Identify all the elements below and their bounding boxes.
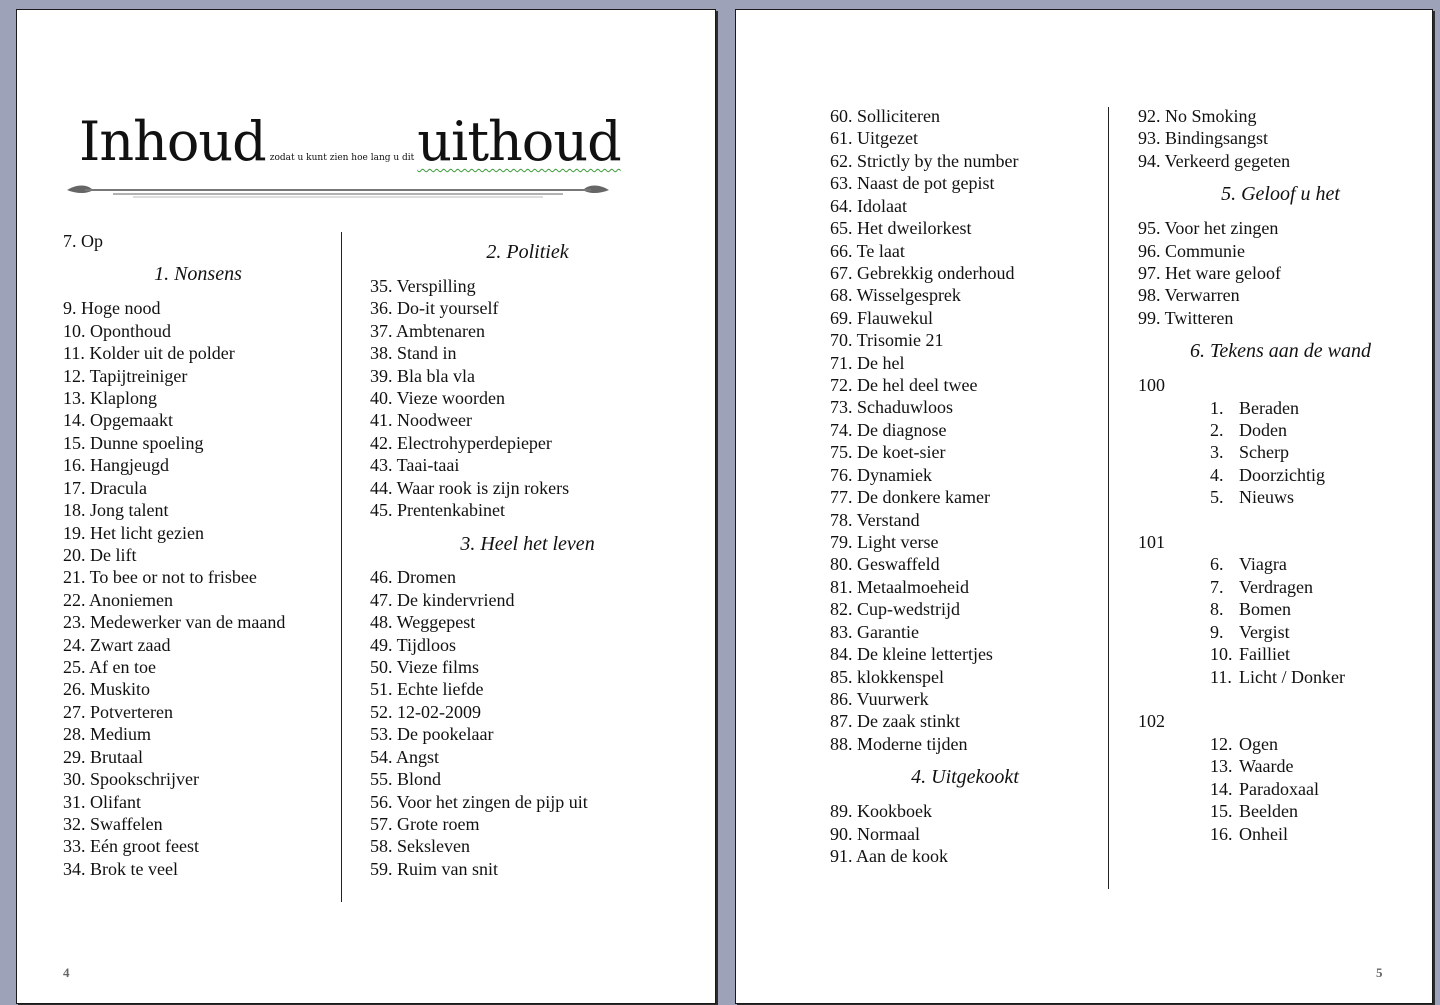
- group-number: 102: [1138, 711, 1165, 732]
- toc-entry: 26. Muskito: [63, 679, 151, 700]
- toc-entry: 67. Gebrekkig onderhoud: [830, 262, 1015, 283]
- toc-subentry: [1138, 598, 1423, 620]
- toc-entry: 36. Do-it yourself: [370, 298, 499, 319]
- subentry-title: Licht / Donker: [1239, 666, 1345, 687]
- toc-entry: 42. Electrohyperdepieper: [370, 432, 552, 453]
- subentry-title: Vergist: [1239, 621, 1290, 642]
- toc-entry: 25. Af en toe: [63, 657, 156, 678]
- toc-entry: 57. Grote roem: [370, 814, 480, 834]
- toc-entry: 48. Weggepest: [370, 612, 476, 633]
- toc-subentry: [1138, 778, 1423, 800]
- toc-entry: 55. Blond: [370, 769, 442, 790]
- toc-entry: 76. Dynamiek: [830, 464, 932, 485]
- toc-entry: 31. Olifant: [63, 791, 141, 812]
- toc-entry: 45. Prentenkabinet: [370, 500, 505, 521]
- subentry-number: 10.: [1210, 644, 1233, 665]
- toc-subentry: [1138, 666, 1423, 688]
- page-4: [16, 9, 716, 1004]
- subentry-number: 3.: [1210, 442, 1224, 463]
- toc-entry: 23. Medewerker van de maand: [63, 612, 286, 633]
- toc-entry: 39. Bla bla vla: [370, 365, 475, 386]
- toc-entry: 44. Waar rook is zijn rokers: [370, 477, 570, 498]
- subentry-title: Scherp: [1239, 442, 1289, 463]
- toc-entry: 50. Vieze films: [370, 657, 480, 678]
- toc-entry: 82. Cup-wedstrijd: [830, 599, 960, 620]
- subentry-title: Beelden: [1239, 801, 1298, 822]
- toc-entry: 11. Kolder uit de polder: [63, 343, 235, 364]
- subentry-number: 4.: [1210, 464, 1224, 485]
- column-divider: [1108, 107, 1109, 889]
- section-heading: 2. Politiek: [486, 241, 569, 263]
- toc-entry: 72. De hel deel twee: [830, 375, 978, 396]
- toc-entry: 56. Voor het zingen de pijp uit: [370, 791, 588, 812]
- section-heading: 3. Heel het leven: [460, 532, 595, 555]
- subentry-number: 12.: [1210, 733, 1233, 754]
- toc-entry: 59. Ruim van snit: [370, 858, 499, 879]
- toc-entry: 61. Uitgezet: [830, 128, 918, 149]
- subentry-number: 11.: [1210, 666, 1232, 687]
- toc-entry: 78. Verstand: [830, 509, 920, 530]
- toc-entry: 66. Te laat: [830, 240, 905, 261]
- toc-entry: 37. Ambtenaren: [370, 320, 485, 341]
- toc-entry: 95. Voor het zingen: [1138, 218, 1279, 239]
- toc-entry: 85. klokkenspel: [830, 666, 944, 687]
- toc-entry: 62. Strictly by the number: [830, 150, 1019, 171]
- subentry-number: 15.: [1210, 801, 1233, 822]
- toc-entry: 79. Light verse: [830, 532, 939, 553]
- toc-entry: 69. Flauwekul: [830, 307, 933, 328]
- toc-entry: 92. No Smoking: [1138, 106, 1257, 126]
- toc-entry: 90. Normaal: [830, 823, 920, 844]
- toc-entry: 12. Tapijtreiniger: [63, 365, 188, 386]
- toc-column-right-2: [1138, 105, 1423, 845]
- toc-entry: 24. Zwart zaad: [63, 634, 171, 655]
- section-heading: 1. Nonsens: [154, 263, 242, 286]
- toc-entry: 41. Noodweer: [370, 410, 472, 431]
- toc-entry: 35. Verspilling: [370, 275, 476, 296]
- spacer: [1138, 509, 1423, 531]
- toc-entry: 68. Wisselgesprek: [830, 285, 961, 306]
- toc-entry: 18. Jong talent: [63, 500, 169, 521]
- toc-entry: 91. Aan de kook: [830, 845, 948, 866]
- subentry-title: Viagra: [1239, 554, 1287, 575]
- section-heading: 6. Tekens aan de wand: [1190, 340, 1371, 363]
- toc-entry: 98. Verwarren: [1138, 285, 1240, 306]
- title-subtext: zodat u kunt zien hoe lang u dit: [269, 153, 415, 163]
- toc-entry: 96. Communie: [1138, 240, 1245, 261]
- toc-entry: 53. De pookelaar: [370, 724, 494, 745]
- document-title: [79, 110, 621, 173]
- toc-entry: 46. Dromen: [370, 567, 456, 588]
- toc-entry: 29. Brutaal: [63, 746, 143, 767]
- toc-entry: 73. Schaduwloos: [830, 397, 953, 418]
- toc-entry: 54. Angst: [370, 746, 440, 767]
- toc-subentry: [1138, 643, 1423, 665]
- toc-subentry: [1138, 486, 1423, 508]
- spacer: [1138, 688, 1423, 710]
- toc-entry: 86. Vuurwerk: [830, 688, 929, 709]
- toc-entry: 74. De diagnose: [830, 419, 947, 440]
- toc-entry: 22. Anoniemen: [63, 589, 173, 610]
- toc-subentry: [1138, 733, 1423, 755]
- toc-entry: 15. Dunne spoeling: [63, 432, 204, 453]
- subentry-number: 2.: [1210, 419, 1224, 440]
- toc-entry: 63. Naast de pot gepist: [830, 173, 995, 194]
- toc-entry: 21. To bee or not to frisbee: [63, 567, 257, 588]
- toc-entry: 97. Het ware geloof: [1138, 262, 1281, 283]
- toc-entry: 14. Opgemaakt: [63, 410, 173, 431]
- subentry-title: Doden: [1239, 419, 1287, 440]
- toc-entry: 20. De lift: [63, 544, 137, 565]
- toc-entry: 33. Eén groot feest: [63, 836, 199, 857]
- subentry-title: Failliet: [1239, 644, 1290, 665]
- subentry-title: Verdragen: [1239, 576, 1313, 597]
- toc-entry: 32. Swaffelen: [63, 813, 163, 834]
- toc-entry: 30. Spookschrijver: [63, 769, 199, 790]
- subentry-number: 13.: [1210, 756, 1233, 777]
- subentry-title: Beraden: [1239, 397, 1299, 418]
- toc-subentry: [1138, 755, 1423, 777]
- toc-entry: 70. Trisomie 21: [830, 330, 944, 351]
- toc-entry: 80. Geswaffeld: [830, 554, 940, 575]
- toc-entry: 34. Brok te veel: [63, 858, 178, 879]
- toc-entry: 16. Hangjeugd: [63, 455, 169, 476]
- group-number: 101: [1138, 532, 1165, 553]
- toc-entry: 7. Op: [63, 231, 103, 251]
- toc-entry: 60. Solliciteren: [830, 106, 940, 126]
- toc-entry: 84. De kleine lettertjes: [830, 644, 993, 665]
- toc-subentry: [1138, 800, 1423, 822]
- toc-entry: 19. Het licht gezien: [63, 522, 204, 543]
- toc-entry: 64. Idolaat: [830, 195, 907, 216]
- toc-entry: 87. De zaak stinkt: [830, 711, 960, 732]
- toc-subentry: [1138, 823, 1423, 845]
- subentry-number: 14.: [1210, 778, 1233, 799]
- toc-column-left-1: [63, 230, 333, 880]
- toc-entry: 13. Klaplong: [63, 387, 157, 408]
- title-ornament-divider: [63, 182, 613, 202]
- column-divider: [341, 232, 342, 902]
- toc-entry: 27. Potverteren: [63, 701, 173, 722]
- toc-entry: 81. Metaalmoeheid: [830, 576, 969, 597]
- toc-subentry: [1138, 397, 1423, 419]
- subentry-title: Nieuws: [1239, 487, 1294, 508]
- toc-entry: 58. Seksleven: [370, 836, 470, 857]
- toc-entry: 17. Dracula: [63, 477, 147, 498]
- toc-entry: 52. 12-02-2009: [370, 701, 481, 722]
- toc-subentry: [1138, 441, 1423, 463]
- toc-entry: 71. De hel: [830, 352, 905, 373]
- toc-subentry: [1138, 621, 1423, 643]
- subentry-number: 1.: [1210, 397, 1224, 418]
- subentry-number: 16.: [1210, 823, 1233, 844]
- toc-subentry: [1138, 464, 1423, 486]
- subentry-number: 9.: [1210, 621, 1224, 642]
- toc-entry: 40. Vieze woorden: [370, 387, 506, 408]
- page-number: 5: [1376, 965, 1383, 980]
- section-heading: 4. Uitgekookt: [911, 766, 1019, 789]
- toc-entry: 38. Stand in: [370, 343, 457, 364]
- page-number: 4: [63, 965, 70, 980]
- group-number: 100: [1138, 375, 1165, 396]
- toc-entry: 93. Bindingsangst: [1138, 128, 1269, 149]
- subentry-title: Paradoxaal: [1239, 778, 1319, 799]
- toc-column-right-1: [830, 105, 1100, 867]
- toc-subentry: [1138, 419, 1423, 441]
- toc-entry: 75. De koet-sier: [830, 442, 946, 463]
- toc-subentry: [1138, 553, 1423, 575]
- subentry-number: 6.: [1210, 554, 1224, 575]
- subentry-number: 8.: [1210, 599, 1224, 620]
- toc-entry: 83. Garantie: [830, 621, 919, 642]
- toc-entry: 28. Medium: [63, 724, 151, 745]
- toc-column-left-2: [370, 230, 685, 880]
- toc-entry: 43. Taai-taai: [370, 455, 460, 476]
- subentry-title: Ogen: [1239, 733, 1278, 754]
- toc-entry: 65. Het dweilorkest: [830, 218, 972, 239]
- section-heading: 5. Geloof u het: [1221, 183, 1340, 206]
- toc-entry: 77. De donkere kamer: [830, 487, 990, 508]
- subentry-title: Onheil: [1239, 823, 1288, 844]
- toc-entry: 49. Tijdloos: [370, 634, 457, 655]
- toc-entry: 89. Kookboek: [830, 801, 932, 822]
- toc-entry: 94. Verkeerd gegeten: [1138, 150, 1291, 171]
- toc-entry: 99. Twitteren: [1138, 307, 1234, 328]
- subentry-title: Bomen: [1239, 599, 1291, 620]
- title-word-inhoud: Inhoud: [79, 110, 266, 173]
- toc-entry: 10. Oponthoud: [63, 320, 171, 341]
- title-word-uithoud: uithoud: [417, 110, 621, 173]
- subentry-number: 5.: [1210, 487, 1224, 508]
- toc-entry: 51. Echte liefde: [370, 679, 484, 700]
- subentry-title: Doorzichtig: [1239, 464, 1325, 485]
- subentry-number: 7.: [1210, 576, 1224, 597]
- page-5: [735, 9, 1433, 1004]
- toc-subentry: [1138, 576, 1423, 598]
- subentry-title: Waarde: [1239, 756, 1294, 777]
- toc-entry: 9. Hoge nood: [63, 298, 161, 319]
- toc-entry: 88. Moderne tijden: [830, 733, 968, 754]
- toc-entry: 47. De kindervriend: [370, 589, 515, 610]
